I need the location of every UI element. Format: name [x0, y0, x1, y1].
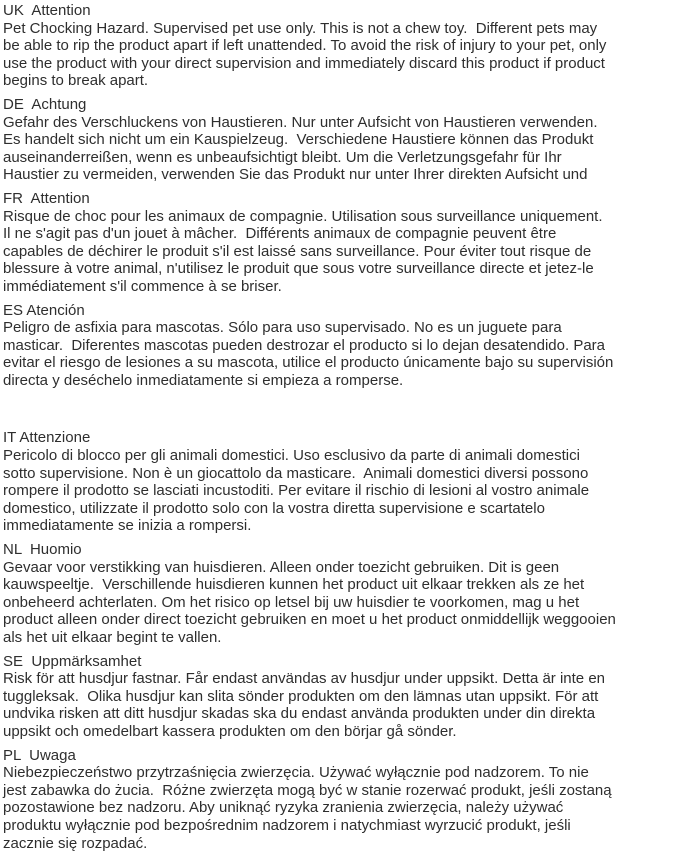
- warning-text-line: masticar. Diferentes mascotas pueden destrozar el producto si lo dejan desatendido. Para: [3, 336, 606, 354]
- warning-text-line: capables de déchirer le produit s'il est laissé sans surveillance. Pour éviter tout risque de: [3, 242, 592, 260]
- warning-text-line: sotto supervisione. Non è un giocattolo da masticare. Animali domestici diversi possono: [3, 464, 589, 482]
- warning-text-line: immediatamente se inizia a rompersi.: [3, 517, 252, 535]
- warning-text-line: blessure à votre animal, n'utilisez le produit que sous votre surveillance directe et jetez-le: [3, 260, 594, 278]
- warning-text-line: begins to break apart.: [3, 72, 149, 90]
- section-header-es: ES Atención: [3, 301, 85, 319]
- warning-text-line: zacznie się rozpadać.: [3, 834, 148, 852]
- section-header-nl: NL Huomio: [3, 541, 82, 559]
- warning-text-line: Risque de choc pour les animaux de compagnie. Utilisation sous surveillance uniquement.: [3, 207, 603, 225]
- warning-text-line: Haustier zu vermeiden, verwenden Sie das Produkt nur unter Ihrer direkten Aufsicht und: [3, 166, 588, 184]
- warning-text-line: Risk för att husdjur fastnar. Får endast användas av husdjur under uppsikt. Detta är inte en: [3, 670, 605, 688]
- warning-text-line: Gevaar voor verstikking van huisdieren. Alleen onder toezicht gebruiken. Dit is geen: [3, 558, 560, 576]
- warning-section-de: [3, 96, 673, 184]
- warning-text-line: product alleen onder direct toezicht gebruiken en moet u het product onmiddellijk weggooien: [3, 611, 616, 629]
- warning-text-line: Es handelt sich nicht um ein Kauspielzeug. Verschiedene Haustiere können das Produkt: [3, 131, 594, 149]
- section-header-pl: PL Uwaga: [3, 746, 76, 764]
- warning-text-line: onbeheerd achterlaten. Om het risico op letsel bij uw huisdier te voorkomen, mag u het: [3, 593, 580, 611]
- warning-text-line: Pet Chocking Hazard. Supervised pet use only. This is not a chew toy. Different pets may: [3, 19, 598, 37]
- warning-text-line: kauwspeeltje. Verschillende huisdieren kunnen het product uit elkaar trekken als ze het: [3, 576, 585, 594]
- warning-section-it: [3, 429, 673, 535]
- warning-text-line: undvika risken att ditt husdjur skadas ska du endast använda produkten under din direkta: [3, 705, 596, 723]
- warning-text-line: directa y deséchelo inmediatamente si empieza a romperse.: [3, 371, 404, 389]
- warning-text-line: rompere il prodotto se lasciati incustoditi. Per evitare il rischio di lesioni al vostro animale: [3, 482, 590, 500]
- warning-text-line: evitar el riesgo de lesiones a su mascota, utilice el producto únicamente bajo su supervisión: [3, 354, 614, 372]
- warning-section-pl: [3, 747, 673, 852]
- warning-text-line: Gefahr des Verschluckens von Haustieren. Nur unter Aufsicht von Haustieren verwenden.: [3, 113, 598, 131]
- warning-section-uk: [3, 2, 673, 90]
- warning-text-line: immédiatement s'il commence à se briser.: [3, 277, 282, 295]
- section-header-se: SE Uppmärksamhet: [3, 652, 142, 670]
- warning-section-fr: [3, 190, 673, 296]
- warning-text-line: als het uit elkaar begint te vallen.: [3, 629, 222, 646]
- section-header-fr: FR Attention: [3, 189, 90, 207]
- warning-text-line: auseinanderreißen, wenn es unbeaufsichtigt bleibt. Um die Verletzungsgefahr für Ihr: [3, 148, 562, 166]
- section-header-it: IT Attenzione: [3, 429, 91, 447]
- warning-text-line: Niebezpieczeństwo przytrzaśnięcia zwierzęcia. Używać wyłącznie pod nadzorem. To nie: [3, 764, 589, 782]
- warning-text-line: domestico, utilizzate il prodotto solo con la vostra diretta supervisione e scartatelo: [3, 499, 545, 517]
- warning-text-line: Il ne s'agit pas d'un jouet à mâcher. Différents animaux de compagnie peuvent être: [3, 225, 557, 243]
- warning-section-nl: [3, 541, 673, 647]
- warning-text-line: pozostawione bez nadzoru. Aby uniknąć ryzyka zranienia zwierzęcia, należy używać: [3, 799, 564, 817]
- section-header-de: DE Achtung: [3, 95, 87, 113]
- warning-text-line: be able to rip the product apart if left unattended. To avoid the risk of injury to your pet, only: [3, 37, 607, 55]
- section-header-uk: UK Attention: [3, 2, 91, 19]
- warning-text-line: use the product with your direct supervision and immediately discard this product if product: [3, 54, 605, 72]
- warning-text-line: jest zabawka do żucia. Różne zwierzęta mogą być w stanie rozerwać produkt, jeśli zostaną: [3, 781, 612, 799]
- warning-text-line: Peligro de asfixia para mascotas. Sólo para uso supervisado. No es un juguete para: [3, 319, 562, 337]
- warning-text-line: Pericolo di blocco per gli animali domestici. Uso esclusivo da parte di animali domestici: [3, 447, 580, 465]
- warning-text-line: uppsikt och omedelbart kassera produkten om den börjar gå sönder.: [3, 722, 457, 740]
- warning-section-se: [3, 653, 673, 741]
- warning-text-line: produktu wyłącznie pod bezpośrednim nadzorem i natychmiast wyrzucić produkt, jeśli: [3, 816, 571, 834]
- warning-text-line: tuggleksak. Olika husdjur kan slita sönder produkten om den lämnas utan uppsikt. För att: [3, 687, 599, 705]
- warning-section-es: [3, 302, 673, 390]
